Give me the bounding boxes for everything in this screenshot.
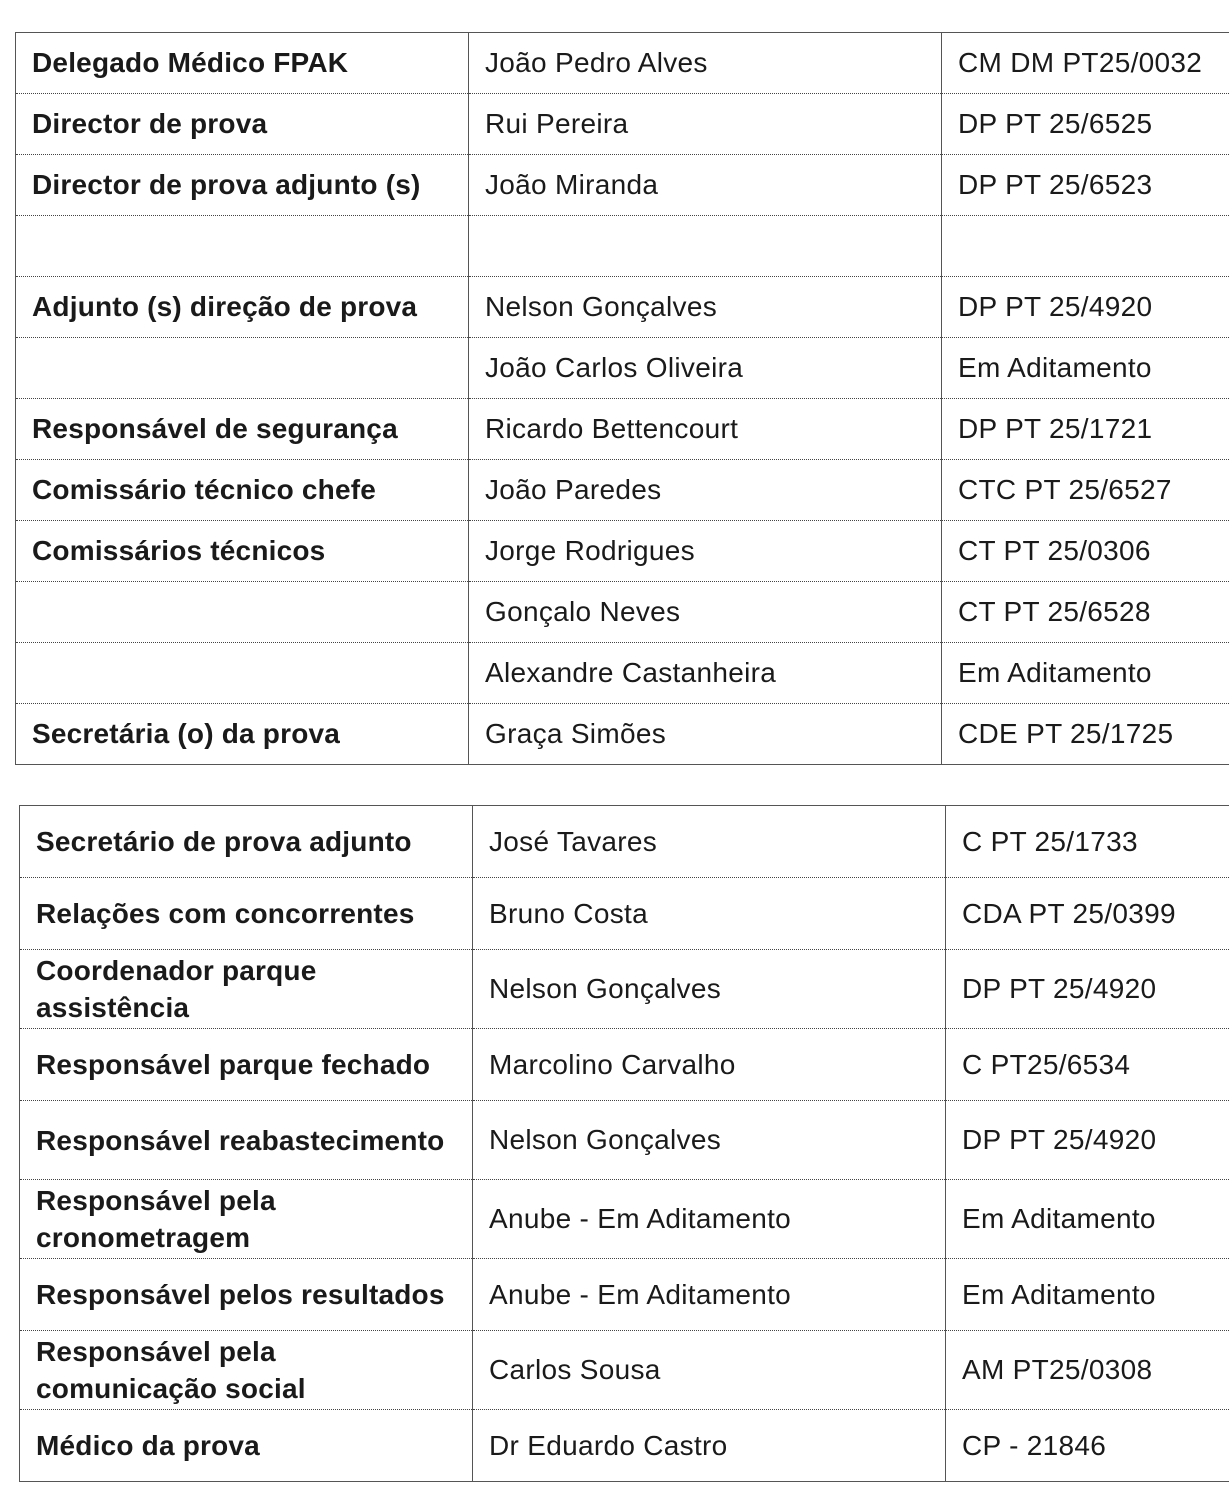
name-cell: Rui Pereira bbox=[469, 94, 942, 155]
license-cell: C PT25/6534 bbox=[946, 1029, 1229, 1101]
table-row bbox=[20, 1101, 1229, 1180]
role-cell bbox=[16, 216, 469, 277]
role-cell: Responsável pela cronometragem bbox=[20, 1180, 473, 1259]
table-row bbox=[16, 582, 1229, 643]
license-cell: DP PT 25/4920 bbox=[942, 277, 1229, 338]
license-cell: DP PT 25/4920 bbox=[946, 1101, 1229, 1180]
license-cell: DP PT 25/4920 bbox=[946, 950, 1229, 1029]
table-row bbox=[16, 94, 1229, 155]
table-row bbox=[16, 155, 1229, 216]
role-cell: Delegado Médico FPAK bbox=[16, 33, 469, 94]
name-cell: Anube - Em Aditamento bbox=[473, 1180, 946, 1259]
role-cell: Director de prova adjunto (s) bbox=[16, 155, 469, 216]
name-cell: Carlos Sousa bbox=[473, 1331, 946, 1410]
license-cell: Em Aditamento bbox=[942, 643, 1229, 704]
name-cell: Ricardo Bettencourt bbox=[469, 399, 942, 460]
table-row bbox=[16, 521, 1229, 582]
table-row bbox=[16, 33, 1229, 94]
name-cell: Alexandre Castanheira bbox=[469, 643, 942, 704]
role-cell: Médico da prova bbox=[20, 1410, 473, 1482]
role-cell: Coordenador parque assistência bbox=[20, 950, 473, 1029]
name-cell: Anube - Em Aditamento bbox=[473, 1259, 946, 1331]
role-cell: Comissários técnicos bbox=[16, 521, 469, 582]
name-cell: João Paredes bbox=[469, 460, 942, 521]
name-cell: Jorge Rodrigues bbox=[469, 521, 942, 582]
name-cell: Marcolino Carvalho bbox=[473, 1029, 946, 1101]
license-cell: CDE PT 25/1725 bbox=[958, 718, 1174, 749]
table-row bbox=[16, 460, 1229, 521]
name-cell: Dr Eduardo Castro bbox=[473, 1410, 946, 1482]
role-cell: Comissário técnico chefe bbox=[16, 460, 469, 521]
table-row bbox=[20, 1259, 1229, 1331]
officials-table-1 bbox=[15, 32, 1229, 765]
license-cell: CTC PT 25/6527 bbox=[942, 460, 1229, 521]
table-row bbox=[16, 704, 1229, 765]
role-cell: Adjunto (s) direção de prova bbox=[16, 277, 469, 338]
license-cell: AM PT25/0308 bbox=[946, 1331, 1229, 1410]
role-cell: Secretário de prova adjunto bbox=[20, 806, 473, 878]
license-cell: CT PT 25/6528 bbox=[942, 582, 1229, 643]
name-cell: Nelson Gonçalves bbox=[473, 1101, 946, 1180]
name-cell: Bruno Costa bbox=[473, 878, 946, 950]
license-cell: CP - 21846 bbox=[962, 1429, 1107, 1461]
name-cell: Graça Simões bbox=[469, 704, 942, 765]
role-cell bbox=[16, 338, 469, 399]
name-cell: Nelson Gonçalves bbox=[473, 950, 946, 1029]
role-cell bbox=[16, 643, 469, 704]
name-cell: João Carlos Oliveira bbox=[469, 338, 942, 399]
name-cell: João Pedro Alves bbox=[469, 33, 942, 94]
role-cell: Responsável pelos resultados bbox=[20, 1259, 473, 1331]
table-row bbox=[20, 1029, 1229, 1101]
role-cell: Responsável reabastecimento bbox=[20, 1101, 473, 1180]
name-cell: Gonçalo Neves bbox=[469, 582, 942, 643]
table-row bbox=[16, 643, 1229, 704]
role-cell: Responsável parque fechado bbox=[20, 1029, 473, 1101]
role-cell: Relações com concorrentes bbox=[20, 878, 473, 950]
table-row bbox=[20, 950, 1229, 1029]
table-row bbox=[20, 806, 1229, 878]
table-row bbox=[20, 1331, 1229, 1410]
role-cell: Director de prova bbox=[16, 94, 469, 155]
license-cell: Em Aditamento bbox=[942, 338, 1229, 399]
license-cell: DP PT 25/6525 bbox=[942, 94, 1229, 155]
name-cell: João Miranda bbox=[469, 155, 942, 216]
table-row bbox=[16, 277, 1229, 338]
role-cell: Responsável pela comunicação social bbox=[20, 1331, 473, 1410]
table-row bbox=[16, 216, 1229, 277]
table-row bbox=[20, 1410, 1229, 1482]
license-cell: DP PT 25/6523 bbox=[942, 155, 1229, 216]
name-cell: José Tavares bbox=[473, 806, 946, 878]
license-cell: CT PT 25/0306 bbox=[942, 521, 1229, 582]
license-cell: C PT 25/1733 bbox=[946, 806, 1229, 878]
name-cell bbox=[469, 216, 942, 277]
officials-table-2 bbox=[19, 805, 1229, 1482]
license-cell: Em Aditamento bbox=[946, 1180, 1229, 1259]
license-cell: Em Aditamento bbox=[946, 1259, 1229, 1331]
table-row bbox=[16, 338, 1229, 399]
role-cell bbox=[16, 582, 469, 643]
name-cell: Nelson Gonçalves bbox=[469, 277, 942, 338]
role-cell: Responsável de segurança bbox=[16, 399, 469, 460]
role-cell: Secretária (o) da prova bbox=[16, 704, 469, 765]
table-row bbox=[20, 878, 1229, 950]
table-row bbox=[20, 1180, 1229, 1259]
license-cell: CM DM PT25/0032 bbox=[942, 33, 1229, 94]
license-cell bbox=[942, 216, 1229, 277]
license-cell: DP PT 25/1721 bbox=[942, 399, 1229, 460]
table-row bbox=[16, 399, 1229, 460]
license-cell: CDA PT 25/0399 bbox=[946, 878, 1229, 950]
